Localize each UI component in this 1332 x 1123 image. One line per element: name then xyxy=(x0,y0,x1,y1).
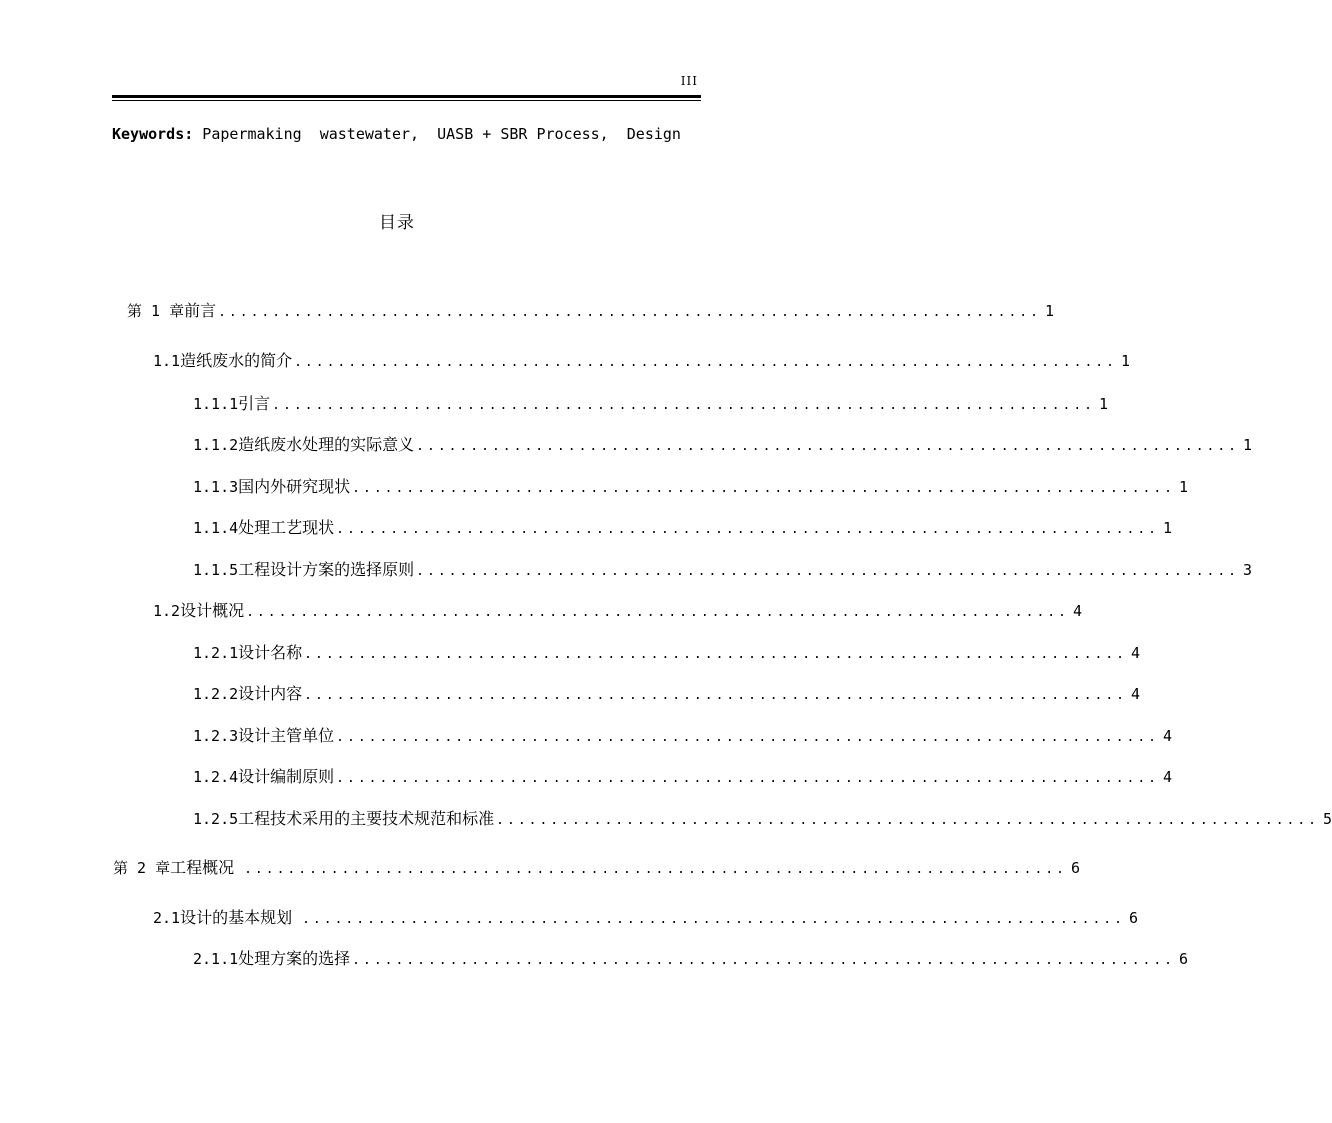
toc-leader-dots: ............................................................................ xyxy=(218,305,1041,320)
page-number: III xyxy=(680,74,698,88)
toc-entry-text: 设计编制原则 xyxy=(238,767,335,786)
toc-leader-dots: ............................................................................ xyxy=(416,439,1239,454)
toc-entry-text: 工程技术采用的主要技术规范和标准 xyxy=(238,809,495,828)
toc-entry-page: 4 xyxy=(1163,768,1173,786)
toc-entry-page: 1 xyxy=(1120,352,1130,370)
toc-entry-text: 引言 xyxy=(238,394,271,413)
keywords-line xyxy=(112,125,681,143)
toc-leader-dots: ............................................................................ xyxy=(272,398,1095,413)
toc-entry-1-1-1[interactable] xyxy=(193,391,1109,414)
toc-entry-text: 处理工艺现状 xyxy=(238,518,335,537)
toc-entry-1-2-2[interactable] xyxy=(193,681,1141,704)
toc-entry-number: 第 2 章 xyxy=(113,859,171,877)
toc-entry-ch1[interactable] xyxy=(127,298,1054,321)
toc-entry-number: 1.1 xyxy=(153,352,181,370)
toc-entry-number: 2.1.1 xyxy=(193,950,239,968)
toc-entry-2-1[interactable] xyxy=(153,905,1138,928)
toc-entry-number: 2.1 xyxy=(153,909,181,927)
toc-entry-number: 第 1 章 xyxy=(127,302,185,320)
toc-entry-page: 3 xyxy=(1243,561,1253,579)
toc-entry-page: 5 xyxy=(1323,810,1332,828)
toc-entry-number: 1.2.2 xyxy=(193,685,239,703)
toc-entry-text: 前言 xyxy=(184,301,217,320)
header-rule-thin xyxy=(112,100,701,101)
toc-leader-dots: ............................................................................ xyxy=(352,953,1175,968)
toc-entry-text: 处理方案的选择 xyxy=(238,949,351,968)
toc-leader-dots: ............................................................................ xyxy=(302,912,1125,927)
toc-leader-dots: ............................................................................ xyxy=(336,730,1159,745)
toc-leader-dots: ............................................................................ xyxy=(336,522,1159,537)
toc-entry-number: 1.1.2 xyxy=(193,436,239,454)
toc-entry-1-2-4[interactable] xyxy=(193,764,1173,787)
toc-entry-ch2[interactable] xyxy=(113,855,1080,878)
header-rule-thick xyxy=(112,95,701,98)
toc-leader-dots: ............................................................................ xyxy=(294,355,1117,370)
toc-entry-page: 1 xyxy=(1044,302,1054,320)
toc-entry-page: 4 xyxy=(1163,727,1173,745)
toc-entry-text: 设计概况 xyxy=(180,601,245,620)
keywords-label: Keywords: xyxy=(112,125,194,143)
toc-entry-page: 6 xyxy=(1179,950,1189,968)
toc-leader-dots: ............................................................................ xyxy=(304,688,1127,703)
toc-entry-1-2[interactable] xyxy=(153,598,1082,621)
toc-entry-page: 4 xyxy=(1131,644,1141,662)
toc-entry-page: 4 xyxy=(1131,685,1141,703)
toc-entry-text: 工程概况 xyxy=(170,858,235,877)
toc-entry-1-2-5[interactable] xyxy=(193,806,1332,829)
toc-entry-text: 设计名称 xyxy=(238,643,303,662)
toc-entry-text: 造纸废水的简介 xyxy=(180,351,293,370)
toc-entry-text: 设计内容 xyxy=(238,684,303,703)
toc-entry-number: 1.1.1 xyxy=(193,395,239,413)
toc-leader-dots: ............................................................................ xyxy=(244,862,1067,877)
toc-entry-1-2-1[interactable] xyxy=(193,640,1141,663)
toc-entry-1-1[interactable] xyxy=(153,348,1130,371)
toc-entry-page: 1 xyxy=(1099,395,1109,413)
toc-title: 目录 xyxy=(379,213,415,233)
toc-leader-dots: ............................................................................ xyxy=(304,647,1127,662)
toc-leader-dots: ............................................................................ xyxy=(416,564,1239,579)
toc-entry-number: 1.1.5 xyxy=(193,561,239,579)
toc-entry-number: 1.2.4 xyxy=(193,768,239,786)
toc-entry-1-1-2[interactable] xyxy=(193,432,1253,455)
toc-entry-page: 1 xyxy=(1179,478,1189,496)
toc-entry-text: 工程设计方案的选择原则 xyxy=(238,560,415,579)
toc-entry-text: 造纸废水处理的实际意义 xyxy=(238,435,415,454)
toc-leader-dots: ............................................................................ xyxy=(352,481,1175,496)
toc-entry-1-1-4[interactable] xyxy=(193,515,1173,538)
toc-entry-number: 1.2.1 xyxy=(193,644,239,662)
toc-entry-text: 设计主管单位 xyxy=(238,726,335,745)
toc-entry-1-2-3[interactable] xyxy=(193,723,1173,746)
toc-leader-dots: ............................................................................ xyxy=(496,813,1319,828)
toc-entry-number: 1.2 xyxy=(153,602,181,620)
toc-entry-page: 6 xyxy=(1128,909,1138,927)
toc-entry-page: 1 xyxy=(1163,519,1173,537)
keywords-text: Papermaking wastewater, UASB + SBR Process, Design xyxy=(193,125,681,143)
toc-entry-text: 国内外研究现状 xyxy=(238,477,351,496)
toc-entry-page: 1 xyxy=(1243,436,1253,454)
toc-entry-number: 1.2.3 xyxy=(193,727,239,745)
toc-entry-number: 1.1.4 xyxy=(193,519,239,537)
toc-entry-2-1-1[interactable] xyxy=(193,946,1189,969)
toc-entry-number: 1.2.5 xyxy=(193,810,239,828)
toc-entry-text: 设计的基本规划 xyxy=(180,908,293,927)
toc-entry-page: 6 xyxy=(1070,859,1080,877)
toc-entry-1-1-5[interactable] xyxy=(193,557,1253,580)
toc-entry-page: 4 xyxy=(1072,602,1082,620)
toc-entry-1-1-3[interactable] xyxy=(193,474,1189,497)
toc-leader-dots: ............................................................................ xyxy=(246,605,1069,620)
toc-entry-number: 1.1.3 xyxy=(193,478,239,496)
toc-leader-dots: ............................................................................ xyxy=(336,771,1159,786)
